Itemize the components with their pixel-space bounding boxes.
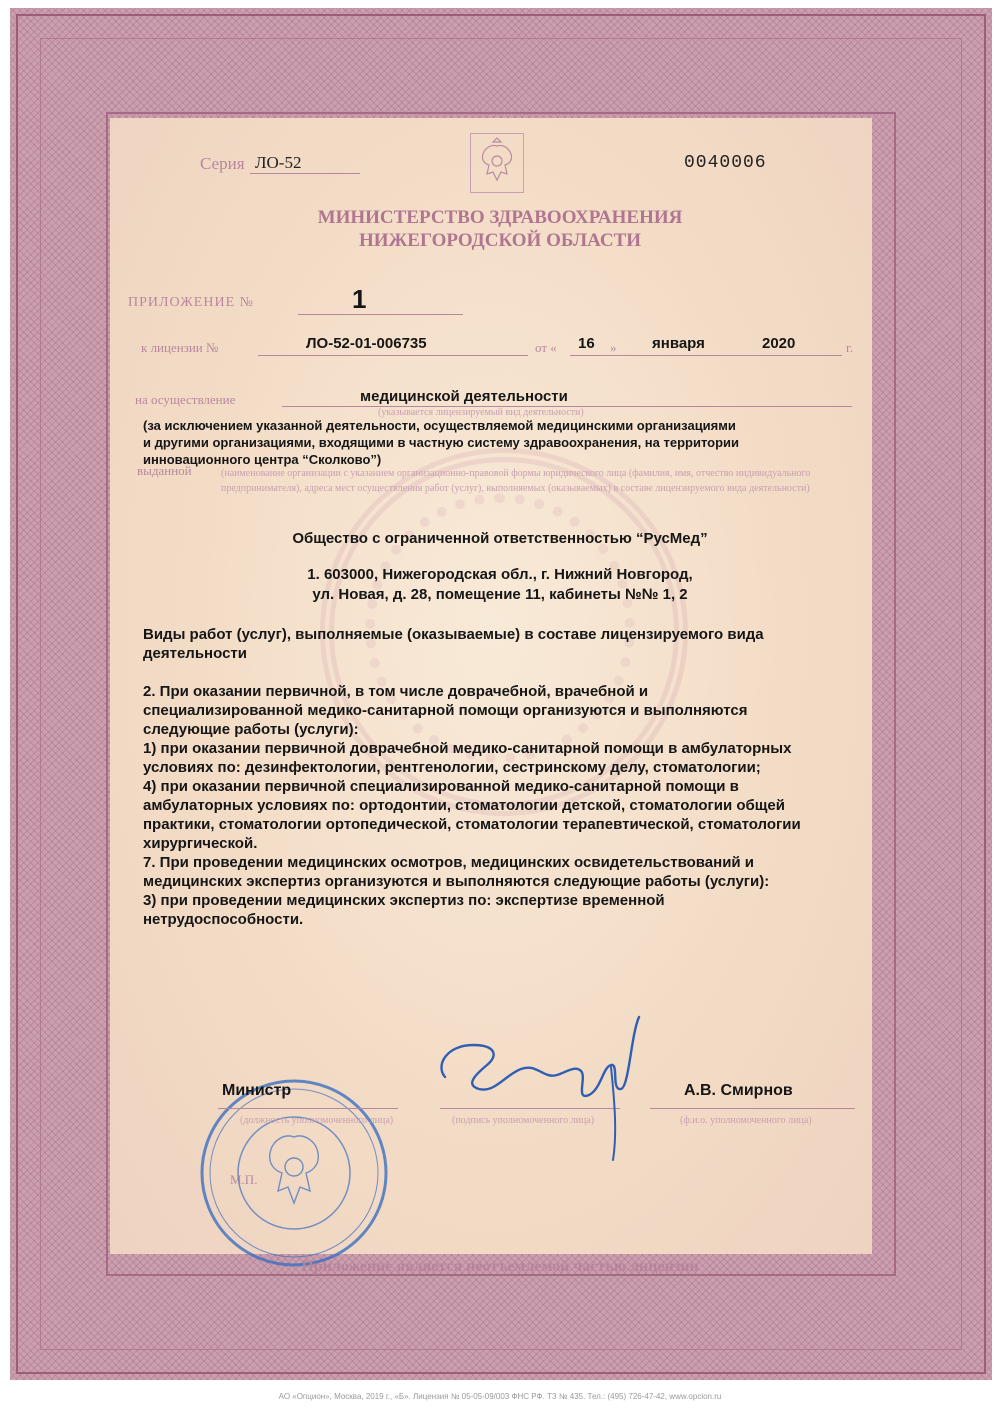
works-list xyxy=(143,682,893,929)
works-heading-line: деятельности xyxy=(143,645,247,662)
works-line: практики, стоматологии ортопедической, стоматологии терапевтической, стоматологии xyxy=(143,816,801,833)
works-line: следующие работы (услуги): xyxy=(143,721,359,738)
license-day-close: » xyxy=(610,340,617,355)
works-line: медицинских экспертиз организуются и выполняются следующие работы (услуги): xyxy=(143,873,770,890)
works-line: условиях по: дезинфектологии, рентгенологии, сестринскому делу, стоматологии; xyxy=(143,759,761,776)
name-hint: (ф.и.о. уполномоченного лица) xyxy=(680,1115,812,1126)
works-line: 1) при оказании первичной доврачебной медико-санитарной помощи в амбулаторных xyxy=(143,740,792,757)
activity-exception xyxy=(143,417,833,468)
exception-line: и другими организациями, входящими в частную систему здравоохранения, на территории xyxy=(143,435,740,450)
ministry-title-line1: МИНИСТЕРСТВО ЗДРАВООХРАНЕНИЯ xyxy=(317,207,683,228)
exception-line: инновационного центра “Сколково”) xyxy=(143,452,382,467)
series-underline xyxy=(250,173,360,174)
works-line: специализированной медико-санитарной помощи организуются и выполняются xyxy=(143,702,748,719)
appendix-underline xyxy=(298,314,463,315)
handwritten-signature xyxy=(425,1005,655,1165)
appendix-footer-note: Приложение является неотъемлемой частью лицензии xyxy=(301,1258,699,1275)
ministry-title-line2: НИЖЕГОРОДСКОЙ ОБЛАСТИ xyxy=(358,230,642,251)
position-hint: (должность уполномоченного лица) xyxy=(240,1115,394,1126)
activity-label: на осуществление xyxy=(135,392,236,407)
license-date-from-label: от « xyxy=(535,340,557,355)
license-number: ЛО-52-01-006735 xyxy=(306,335,427,352)
works-line: амбулаторных условиях по: ортодонтии, стоматологии детской, стоматологии общей xyxy=(143,797,785,814)
signatory-position: Министр xyxy=(222,1082,292,1099)
appendix-number: 1 xyxy=(352,284,367,314)
works-line: 7. При проведении медицинских осмотров, медицинских освидетельствований и xyxy=(143,854,755,871)
works-line: нетрудоспособности. xyxy=(143,911,304,928)
name-underline xyxy=(650,1108,855,1109)
issued-label: выданной xyxy=(137,463,192,478)
issued-hint: (наименование организации с указанием организационно-правовой формы юридического лица (фамилия, имя, отчество индивидуального предпринимателя), адреса мест осуществления работ (услуг), выполняемых (оказываемых) в составе лицензируемого вида деятельности) xyxy=(221,468,811,494)
works-heading xyxy=(143,625,893,663)
organization-name: Общество с ограниченной ответственностью “РусМед” xyxy=(292,530,708,547)
license-date-underline xyxy=(570,355,842,356)
series-value: ЛО-52 xyxy=(255,153,302,172)
license-number-underline xyxy=(258,355,528,356)
series-label: Серия xyxy=(200,154,245,173)
works-line: 3) при проведении медицинских экспертиз по: экспертизе временной xyxy=(143,892,665,909)
works-line: 2. При оказании первичной, в том числе доврачебной, врачебной и xyxy=(143,683,649,700)
activity-hint: (указывается лицензируемый вид деятельности) xyxy=(378,407,584,418)
stamp-place-label: М.П. xyxy=(230,1172,258,1187)
license-year-suffix: г. xyxy=(846,340,854,355)
signatory-name: А.В. Смирнов xyxy=(684,1082,793,1099)
activity-value: медицинской деятельности xyxy=(360,388,568,405)
exception-line: (за исключением указанной деятельности, осуществляемой медицинскими организациями xyxy=(143,418,736,433)
organization-address-line1: 1. 603000, Нижегородская обл., г. Нижний Новгород, xyxy=(307,566,693,583)
appendix-label: ПРИЛОЖЕНИЕ № xyxy=(128,295,254,310)
official-seal xyxy=(196,1075,392,1271)
coat-of-arms-icon xyxy=(470,133,524,193)
works-line: 4) при оказании первичной специализированной медико-санитарной помощи в xyxy=(143,778,739,795)
license-day: 16 xyxy=(578,335,595,352)
position-underline xyxy=(218,1108,398,1109)
organization-address-line2: ул. Новая, д. 28, помещение 11, кабинеты №№ 1, 2 xyxy=(312,586,688,603)
works-line: хирургической. xyxy=(143,835,258,852)
signature-hint: (подпись уполномоченного лица) xyxy=(452,1115,595,1126)
form-number: 0040006 xyxy=(684,153,767,173)
license-label: к лицензии № xyxy=(141,340,219,355)
printer-imprint: АО «Опцион», Москва, 2019 г., «Б». Лицензия № 05-05-09/003 ФНС РФ. ТЗ № 435. Тел.: (495) 726-47-42, www.opcion.ru xyxy=(278,1392,722,1401)
works-heading-line: Виды работ (услуг), выполняемые (оказываемые) в составе лицензируемого вида xyxy=(143,626,764,643)
license-year: 2020 xyxy=(762,335,796,352)
license-month: января xyxy=(652,335,705,352)
